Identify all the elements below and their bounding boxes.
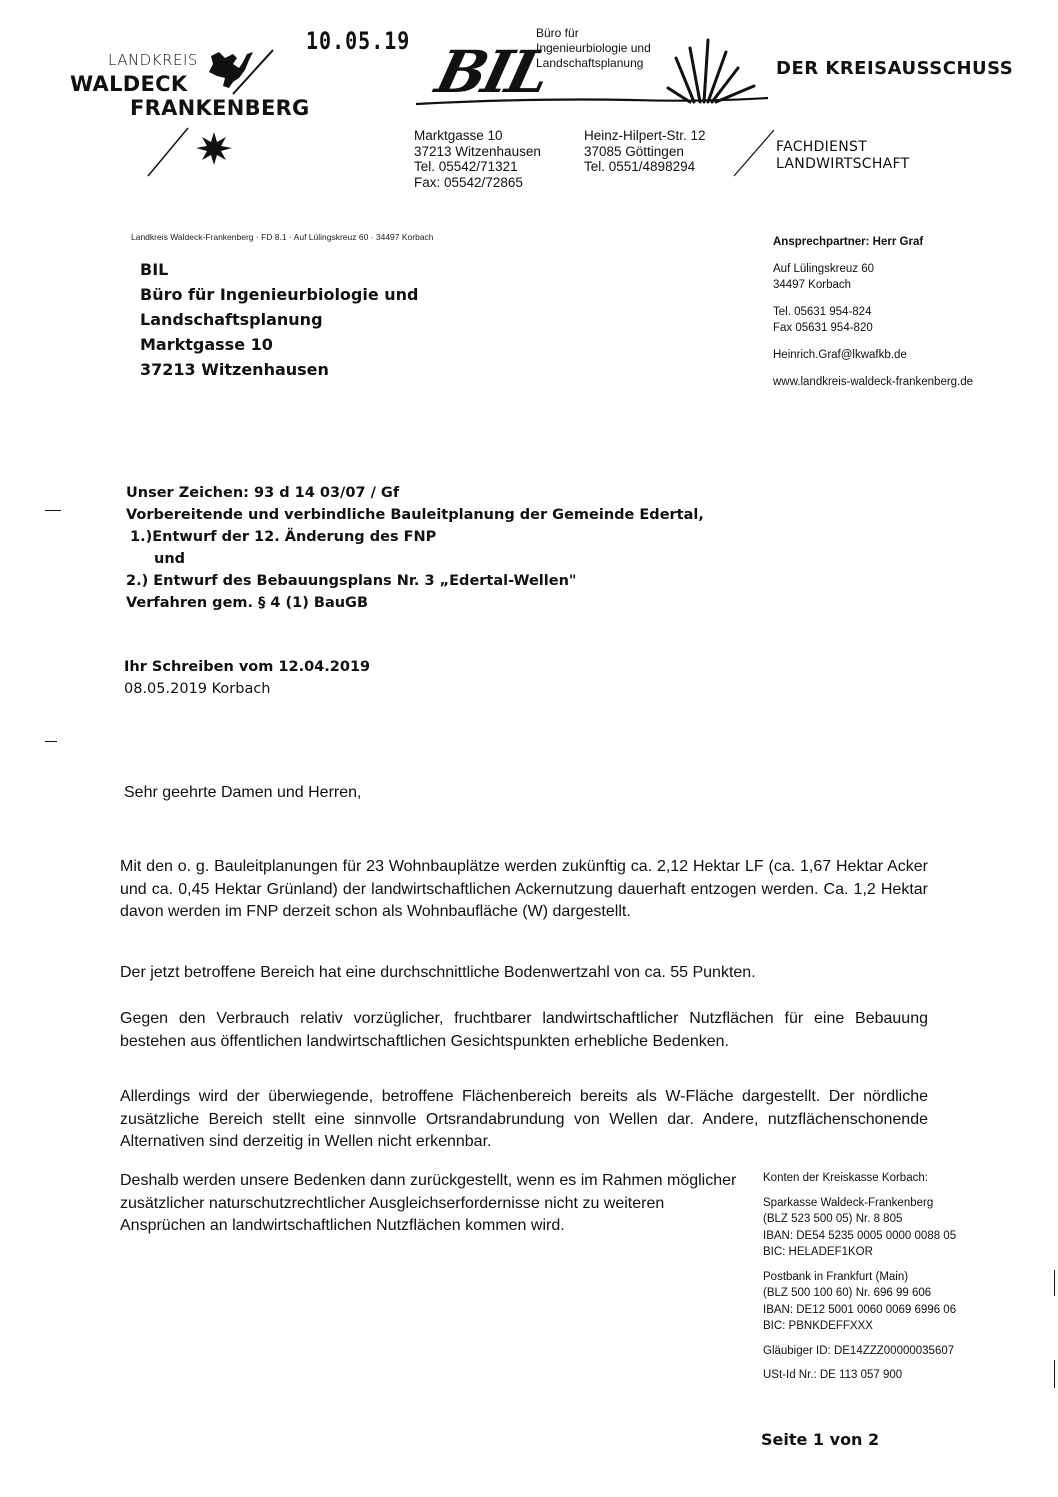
subject-line-1: Vorbereitende und verbindliche Bauleitplanung der Gemeinde Edertal,	[126, 507, 704, 523]
received-date-stamp: 10.05.19	[306, 26, 411, 55]
logo-line-landkreis: LANDKREIS	[108, 51, 198, 69]
contact-city: 34497 Korbach	[773, 279, 852, 291]
punch-mark	[45, 741, 57, 742]
page-number: Seite 1 von 2	[761, 1430, 880, 1449]
paragraph-4: Deshalb werden unsere Bedenken dann zurückgestellt, wenn es im Rahmen möglicher zusätzlicher naturschutzrechtlicher Ausgleichserfordernisse nicht zu weiteren Ansprüchen an landwirtschaftlichen Nutzflächen kommen wird.	[120, 1172, 737, 1234]
subject-line-4: 2.) Entwurf des Bebauungsplans Nr. 3 „Edertal-Wellen"	[126, 573, 577, 589]
contact-website-link[interactable]: www.landkreis-waldeck-frankenberg.de	[773, 376, 974, 388]
contact-block	[773, 234, 973, 390]
paragraph-3: Allerdings wird der überwiegende, betroffene Flächenbereich bereits als W-Fläche dargestellt. Der nördliche zusätzliche Bereich stellt eine sinnvolle Ortsrandabrundung von Wellen dar. Andere, nutzflächenschonende Alternativen sind derzeitig in Wellen nicht erkennbar.	[120, 1088, 928, 1150]
bil-letterhead	[412, 26, 772, 210]
salutation: Sehr geehrte Damen und Herren,	[124, 784, 362, 801]
fold-mark	[45, 510, 61, 511]
subject-block	[126, 482, 704, 614]
logo-line-waldeck: WALDECK	[70, 72, 188, 96]
subject-line-2: 1.)Entwurf der 12. Änderung des FNP	[130, 529, 437, 545]
bank-heading: Konten der Kreiskasse Korbach:	[763, 1172, 928, 1184]
subject-line-3: und	[154, 551, 186, 567]
department-label: FACHDIENST LANDWIRTSCHAFT	[776, 139, 910, 172]
contact-tel: Tel. 05631 954-824	[773, 306, 872, 318]
paragraph-1: Mit den o. g. Bauleitplanungen für 23 Wohnbauplätze werden zukünftig ca. 2,12 Hektar LF (ca. 1,67 Hektar Acker und ca. 0,45 Hektar Grünland) der landwirtschaftlichen Ackernutzung dauerhaft entzogen werden. Ca. 1,2 Hektar davon werden im FNP derzeit schon als Wohnbaufläche (W) dargestellt.	[120, 858, 928, 920]
landkreis-logo	[60, 48, 330, 178]
bil-office-witzenhausen: Marktgasse 10 37213 Witzenhausen Tel. 05542/71321 Fax: 05542/72865	[414, 128, 541, 190]
vat-id: USt-Id Nr.: DE 113 057 900	[763, 1369, 903, 1381]
contact-fax: Fax 05631 954-820	[773, 322, 873, 334]
bil-logo-mark: BIL	[429, 38, 555, 106]
subject-line-5: Verfahren gem. § 4 (1) BauGB	[126, 595, 369, 611]
divider-slash-icon	[732, 128, 776, 178]
kreisausschuss-title: DER KREISAUSSCHUSS	[776, 58, 1014, 79]
lion-emblem-icon	[203, 48, 275, 96]
creditor-id: Gläubiger ID: DE14ZZZ00000035607	[763, 1344, 955, 1357]
paragraph-1b: Der jetzt betroffene Bereich hat eine durchschnittliche Bodenwertzahl von ca. 55 Punkten.	[120, 964, 756, 981]
contact-person: Ansprechpartner: Herr Graf	[773, 236, 924, 248]
logo-line-frankenberg: FRANKENBERG	[130, 96, 310, 120]
letter-date-place: 08.05.2019 Korbach	[124, 681, 271, 697]
sender-return-address: Landkreis Waldeck-Frankenberg · FD 8.1 · Auf Lülingskreuz 60 · 34497 Korbach	[131, 232, 434, 242]
contact-email-link[interactable]: Heinrich.Graf@lkwafkb.de	[773, 349, 907, 361]
bil-underline-stroke	[412, 94, 772, 108]
star-emblem-icon	[144, 122, 234, 178]
bil-logo-subtitle: Büro für Ingenieurbiologie und Landschaftsplanung	[536, 26, 651, 70]
bil-office-goettingen: Heinz-Hilpert-Str. 12 37085 Göttingen Tel. 0551/4898294	[584, 128, 706, 174]
your-letter-reference: Ihr Schreiben vom 12.04.2019	[124, 659, 371, 675]
scan-edge-mark	[1054, 1360, 1055, 1388]
bank-accounts-block: Konten der Kreiskasse Korbach: Sparkasse Waldeck-Frankenberg (BLZ 523 500 05) Nr. 8 805 IBAN: DE54 5235 0005 0000 0088 05 BIC: HELADEF1KOR Postbank in Frankfurt (Main) (BLZ 500 100 60) Nr. 696 99 606 IBAN: DE12 5001 0060 0069 6996 06 BIC: PBNKDEFFXXX Gläubiger ID: DE14ZZZ00000035607 USt-Id Nr.: DE 113 057 900	[763, 1170, 956, 1384]
contact-street: Auf Lülingskreuz 60	[773, 263, 875, 275]
scan-edge-mark	[1054, 1270, 1055, 1296]
reference-number: Unser Zeichen: 93 d 14 03/07 / Gf	[126, 485, 400, 501]
recipient-address: BIL Büro für Ingenieurbiologie und Landschaftsplanung Marktgasse 10 37213 Witzenhausen	[140, 260, 419, 379]
paragraph-2: Gegen den Verbrauch relativ vorzüglicher, fruchtbarer landwirtschaftlicher Nutzflächen für eine Bebauung bestehen aus öffentlichen landwirtschaftlichen Gesichtspunkten erhebliche Bedenken.	[120, 1010, 928, 1050]
